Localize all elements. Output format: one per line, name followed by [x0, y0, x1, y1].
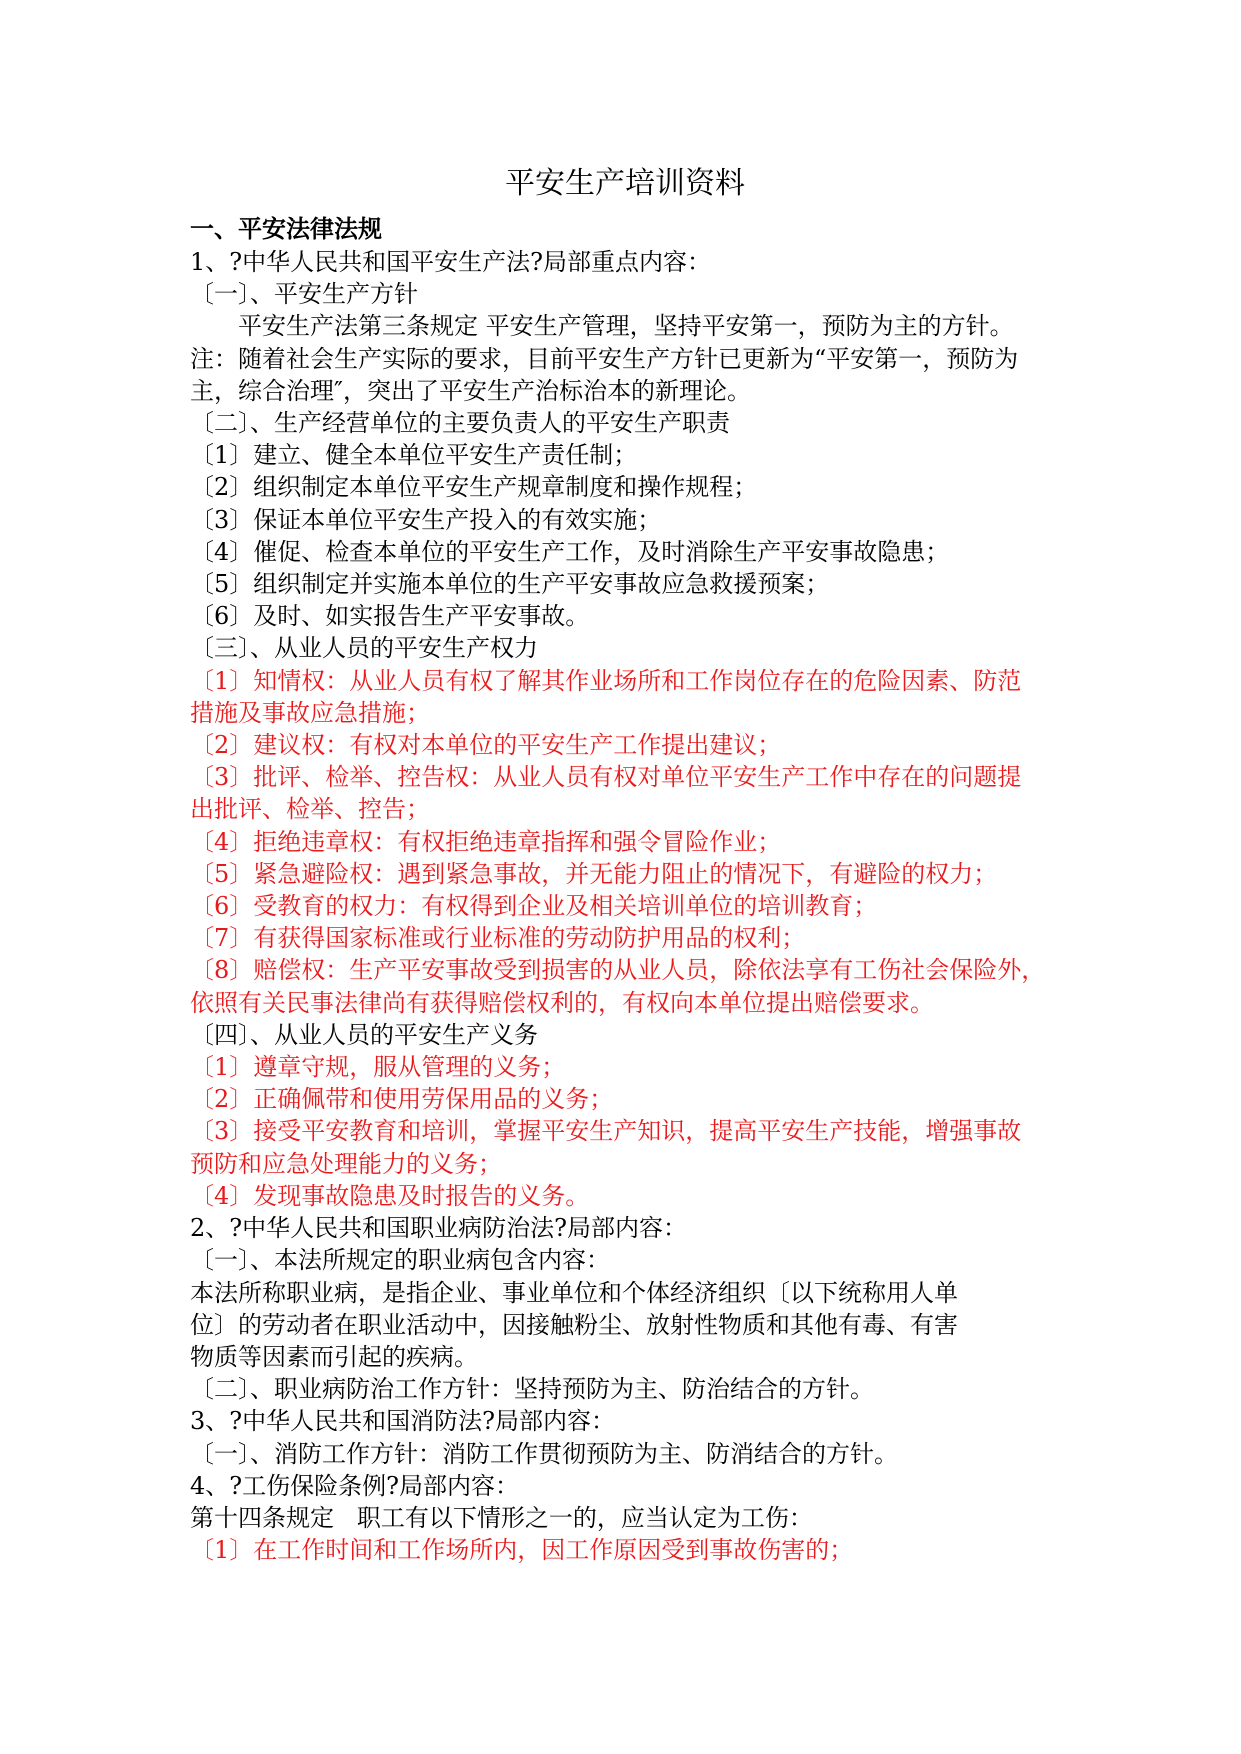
section-heading-laws: 一、平安法律法规 — [190, 214, 382, 243]
law3-heading: 3、?中华人民共和国消防法?局部内容： — [190, 1407, 616, 1436]
law1-part2-item: 〔5〕组织制定并实施本单位的生产平安事故应急救援预案； — [190, 570, 830, 599]
law1-part4-line: 〔2〕正确佩带和使用劳保用品的义务； — [190, 1085, 614, 1114]
law4-item: 〔1〕在工作时间和工作场所内，因工作原因受到事故伤害的； — [190, 1536, 854, 1565]
law1-part2-item: 〔3〕保证本单位平安生产投入的有效实施； — [190, 505, 662, 534]
law1-part3-line: 〔3〕批评、检举、控告权：从业人员有权对单位平安生产工作中存在的问题提 — [190, 763, 1022, 792]
law1-part3-line: 措施及事故应急措施； — [190, 698, 430, 727]
law2-part1-heading: 〔一〕、本法所规定的职业病包含内容： — [190, 1246, 610, 1275]
law2-heading: 2、?中华人民共和国职业病防治法?局部内容： — [190, 1214, 688, 1243]
law1-part2-item: 〔4〕催促、检查本单位的平安生产工作，及时消除生产平安事故隐患； — [190, 537, 950, 566]
law1-part2-item: 〔6〕及时、如实报告生产平安事故。 — [190, 602, 590, 631]
law1-part1-text: 平安生产法第三条规定 平安生产管理，坚持平安第一，预防为主的方针。 — [238, 312, 1014, 341]
law2-part1-line: 物质等因素而引起的疾病。 — [190, 1342, 478, 1371]
law1-heading: 1、?中华人民共和国平安生产法?局部重点内容： — [190, 248, 712, 276]
law1-part2-item: 〔1〕建立、健全本单位平安生产责任制； — [190, 441, 638, 470]
law3-part1: 〔一〕、消防工作方针：消防工作贯彻预防为主、防消结合的方针。 — [190, 1439, 898, 1468]
law1-part3-line: 〔1〕知情权：从业人员有权了解其作业场所和工作岗位存在的危险因素、防范 — [190, 666, 1022, 695]
document-title: 平安生产培训资料 — [505, 166, 745, 201]
law1-part4-line: 预防和应急处理能力的义务； — [190, 1149, 502, 1178]
law4-heading: 4、?工伤保险条例?局部内容： — [190, 1471, 520, 1500]
law1-part4-heading: 〔四〕、从业人员的平安生产义务 — [190, 1020, 538, 1049]
law1-part1-heading: 〔一〕、平安生产方针 — [190, 280, 418, 309]
law1-part4-line: 〔1〕遵章守规，服从管理的义务； — [190, 1053, 566, 1082]
law1-part3-line: 〔2〕建议权：有权对本单位的平安生产工作提出建议； — [190, 731, 782, 760]
law1-part4-line: 〔4〕发现事故隐患及时报告的义务。 — [190, 1181, 590, 1210]
law1-part1-note-line: 注：随着社会生产实际的要求，目前平安生产方针已更新为“平安第一，预防为 — [190, 344, 1019, 373]
law1-part3-line: 出批评、检举、控告； — [190, 795, 430, 824]
law2-part2: 〔二〕、职业病防治工作方针：坚持预防为主、防治结合的方针。 — [190, 1375, 874, 1404]
law1-part1-note-line: 主，综合治理″，突出了平安生产治标治本的新理论。 — [190, 376, 751, 405]
law1-part4-line: 〔3〕接受平安教育和培训，掌握平安生产知识，提高平安生产技能，增强事故 — [190, 1117, 1022, 1146]
law1-part3-heading: 〔三〕、从业人员的平安生产权力 — [190, 634, 538, 663]
document-page — [190, 160, 1060, 1566]
law1-part3-line: 依照有关民事法律尚有获得赔偿权利的，有权向本单位提出赔偿要求。 — [190, 988, 934, 1017]
law1-part2-item: 〔2〕组织制定本单位平安生产规章制度和操作规程； — [190, 473, 758, 502]
law4-rule: 第十四条规定 职工有以下情形之一的，应当认定为工伤： — [190, 1503, 813, 1532]
law1-part3-line: 〔6〕受教育的权力：有权得到企业及相关培训单位的培训教育； — [190, 892, 878, 921]
law1-part3-line: 〔5〕紧急避险权：遇到紧急事故，并无能力阻止的情况下，有避险的权力； — [190, 859, 998, 888]
law1-part2-heading: 〔二〕、生产经营单位的主要负责人的平安生产职责 — [190, 409, 730, 438]
law1-part3-line: 〔4〕拒绝违章权：有权拒绝违章指挥和强令冒险作业； — [190, 827, 782, 856]
law2-part1-line: 本法所称职业病，是指企业、事业单位和个体经济组织〔以下统称用人单 — [190, 1278, 958, 1307]
law1-part3-line: 〔7〕有获得国家标准或行业标准的劳动防护用品的权利； — [190, 924, 806, 953]
law1-part3-line: 〔8〕赔偿权：生产平安事故受到损害的从业人员，除依法享有工伤社会保险外， — [190, 956, 1046, 985]
law2-part1-line: 位〕的劳动者在职业活动中，因接触粉尘、放射性物质和其他有毒、有害 — [190, 1310, 958, 1339]
